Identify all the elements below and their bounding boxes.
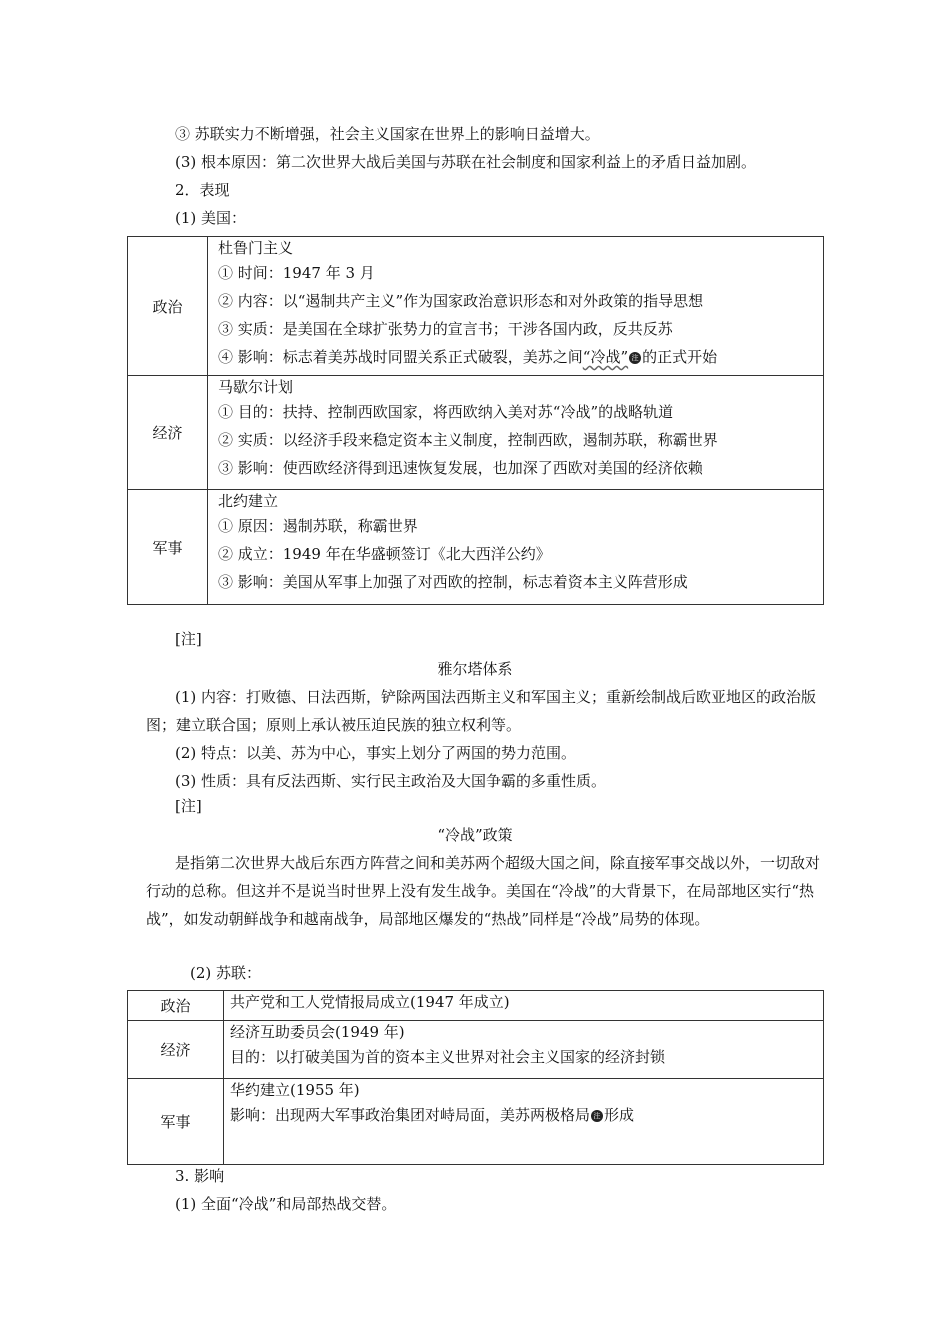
row-body-politics	[208, 237, 824, 376]
cell-line: ① 原因：遏制苏联，称霸世界	[218, 517, 418, 535]
intro-line-2: (3) 根本原因：第二次世界大战后美国与苏联在社会制度和国家利益上的矛盾日益加剧。	[175, 153, 757, 171]
cold-war-mark: “冷战”	[582, 348, 629, 366]
note-title-yalta: 雅尔塔体系	[437, 660, 513, 678]
cell-line	[224, 1101, 823, 1129]
note-badge-icon: 注	[629, 352, 641, 364]
cell-line: ③ 影响：使西欧经济得到迅速恢复发展，也加深了西欧对美国的经济依赖	[218, 459, 703, 477]
row-body-economy	[208, 376, 824, 490]
row-body-military	[224, 1079, 824, 1165]
ussr-table	[127, 990, 824, 1165]
note-badge-icon: 注	[591, 1110, 603, 1122]
us-table	[127, 236, 824, 605]
cell-line: ② 成立：1949 年在华盛顿签订《北大西洋公约》	[218, 545, 551, 563]
section-heading: 2．表现	[175, 181, 230, 199]
row-head-economy: 经济	[128, 376, 208, 490]
tail-line: (1) 全面“冷战”和局部热战交替。	[175, 1195, 397, 1213]
row-head-military: 军事	[128, 490, 208, 605]
impact-text-end: 的正式开始	[642, 348, 718, 366]
table-row	[128, 237, 824, 376]
row-body-military	[208, 490, 824, 605]
row-head-politics: 政治	[128, 237, 208, 376]
note-paragraph: (2) 特点：以美、苏为中心，事实上划分了两国的势力范围。	[175, 744, 577, 762]
table-row	[128, 490, 824, 605]
note-title-cold-war: “冷战”政策	[437, 826, 513, 844]
row-head-economy: 经济	[128, 1021, 224, 1079]
note-paragraph: (1) 内容：打败德、日法西斯，铲除两国法西斯主义和军国主义；重新绘制战后欧亚地区的政治版图；建立联合国；原则上承认被压迫民族的独立权利等。	[146, 688, 817, 734]
cell-title: 杜鲁门主义	[218, 239, 294, 257]
cell-line	[208, 343, 823, 371]
cell-title: 经济互助委员会(1949 年)	[230, 1023, 405, 1041]
table-row	[128, 1021, 824, 1079]
note-label: [注]	[175, 630, 202, 648]
cell-line: ② 实质：以经济手段来稳定资本主义制度，控制西欧，遏制苏联，称霸世界	[218, 431, 718, 449]
note-paragraph: (3) 性质：具有反法西斯、实行民主政治及大国争霸的多重性质。	[175, 772, 607, 790]
cell-line: ② 内容：以“遏制共产主义”作为国家政治意识形态和对外政策的指导思想	[218, 292, 704, 310]
impact-text-end: 形成	[604, 1106, 635, 1124]
us-label: (1) 美国：	[175, 209, 247, 227]
table-row	[128, 1079, 824, 1165]
ussr-label: (2) 苏联：	[190, 964, 262, 982]
cell-line: ③ 实质：是美国在全球扩张势力的宣言书；干涉各国内政，反共反苏	[218, 320, 673, 338]
note-paragraph: 是指第二次世界大战后东西方阵营之间和美苏两个超级大国之间，除直接军事交战以外，一切敌对行动的总称。但这并不是说当时世界上没有发生战争。美国在“冷战”的大背景下，在局部地区实行“热战”，如发动朝鲜战争和越南战争，局部地区爆发的“热战”同样是“冷战”局势的体现。	[146, 854, 821, 928]
row-head-military: 军事	[128, 1079, 224, 1165]
cell-line: ① 时间：1947 年 3 月	[218, 264, 375, 282]
section-heading: 3. 影响	[175, 1167, 225, 1185]
cell-title: 马歇尔计划	[218, 378, 294, 396]
cell-title: 华约建立(1955 年)	[230, 1081, 360, 1099]
cell-line: 共产党和工人党情报局成立(1947 年成立)	[230, 993, 510, 1011]
cell-line: ① 目的：扶持、控制西欧国家，将西欧纳入美对苏“冷战”的战略轨道	[218, 403, 674, 421]
row-head-politics: 政治	[128, 991, 224, 1021]
cell-title: 北约建立	[218, 492, 279, 510]
cell-line: 目的：以打破美国为首的资本主义世界对社会主义国家的经济封锁	[230, 1048, 666, 1066]
intro-line-1: ③ 苏联实力不断增强，社会主义国家在世界上的影响日益增大。	[175, 125, 600, 143]
row-body-economy	[224, 1021, 824, 1079]
impact-text: 影响：出现两大军事政治集团对峙局面，美苏两极格局	[230, 1106, 591, 1124]
note-label: [注]	[175, 797, 202, 815]
table-row	[128, 991, 824, 1021]
cell-line: ③ 影响：美国从军事上加强了对西欧的控制，标志着资本主义阵营形成	[218, 573, 688, 591]
impact-text: ④ 影响：标志着美苏战时同盟关系正式破裂，美苏之间	[218, 348, 583, 366]
table-row	[128, 376, 824, 490]
row-body-politics	[224, 991, 824, 1021]
